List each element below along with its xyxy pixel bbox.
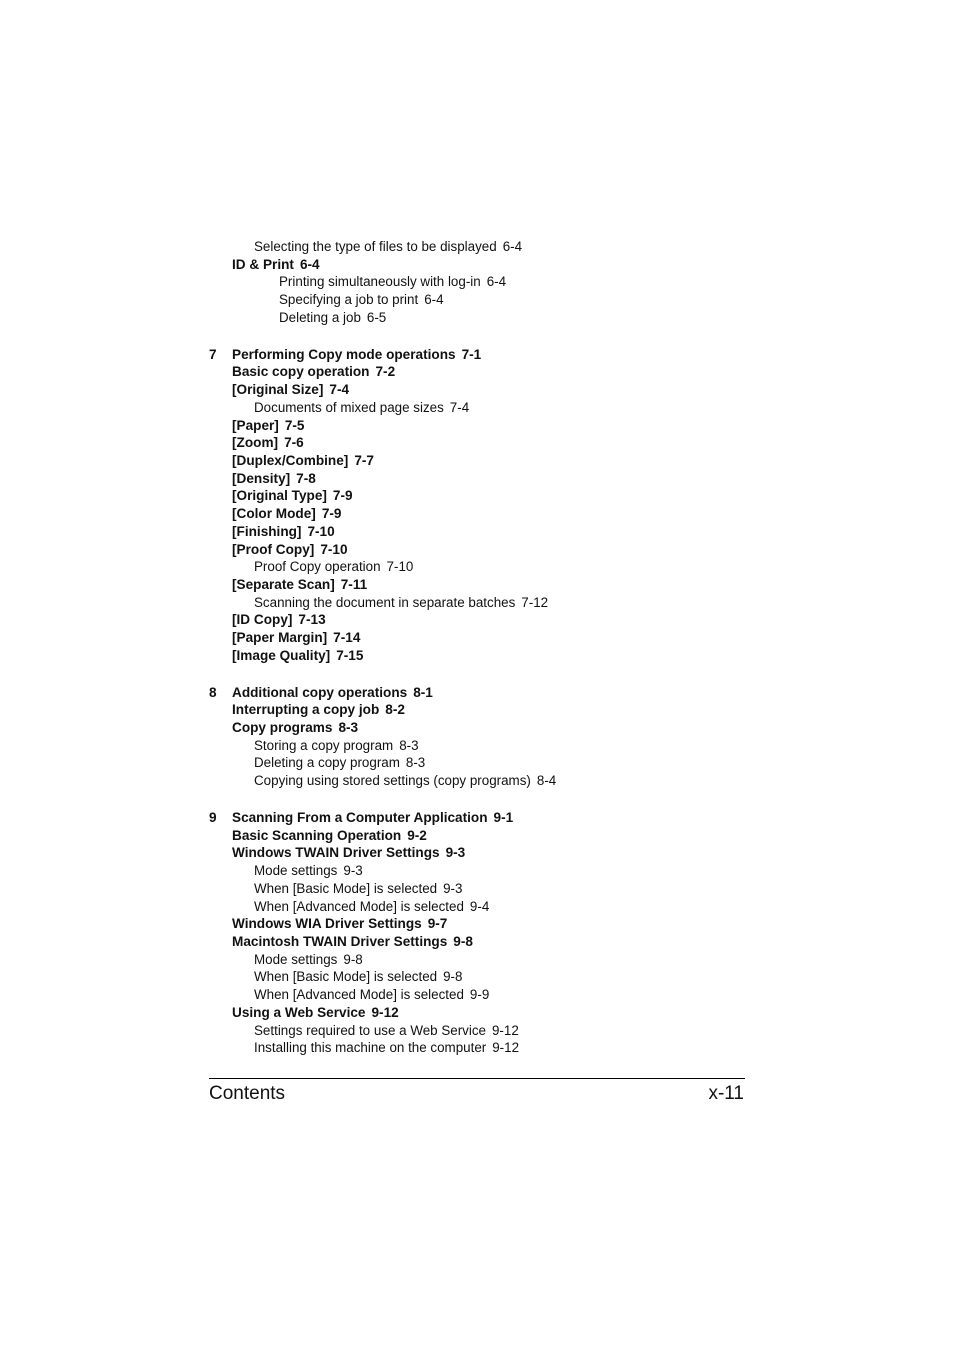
toc-entry-label: Mode settings	[254, 863, 338, 878]
toc-entry-label: Scanning From a Computer Application	[232, 809, 488, 825]
toc-page-number: 6-5	[366, 309, 387, 325]
toc-page-number: 8-1	[413, 684, 433, 700]
toc-page-number: 6-4	[424, 292, 444, 308]
toc-page-number: 6-4	[299, 256, 320, 272]
toc-entry-label: [Color Mode]	[232, 506, 316, 522]
toc-entry-label: When [Basic Mode] is selected	[254, 969, 438, 985]
toc-page-number: 9-8	[453, 933, 473, 949]
toc-page-number: 9-8	[343, 951, 363, 967]
toc-entry-label: Documents of mixed page sizes	[254, 399, 444, 415]
toc-page-number: 7-10	[307, 523, 335, 539]
toc-entry-label: Deleting a copy program	[254, 755, 400, 771]
toc-entry-label: [ID Copy]	[232, 612, 293, 628]
toc-page-number: 6-4	[502, 239, 523, 254]
toc-entry-label: [Paper Margin]	[232, 630, 328, 646]
toc-entry-label: Storing a copy program	[254, 737, 394, 753]
toc-entry-label: [Paper]	[232, 417, 279, 433]
toc-page-number: 9-9	[469, 987, 490, 1003]
toc-page-number: 7-7	[354, 452, 374, 468]
toc-page-number: 9-3	[343, 863, 363, 878]
toc-entry-label: [Original Size]	[232, 382, 324, 397]
toc-entry-label: When [Advanced Mode] is selected	[254, 898, 464, 914]
toc-entry-label: [Proof Copy]	[232, 541, 315, 557]
toc-entry-label: Performing Copy mode operations	[232, 346, 456, 362]
toc-entry-label: Macintosh TWAIN Driver Settings	[232, 933, 448, 949]
toc-entry-label: Additional copy operations	[232, 684, 408, 700]
toc-page-number: 7-6	[284, 435, 304, 451]
toc-entry-label: Basic copy operation	[232, 364, 370, 380]
toc-page-number: 7-13	[298, 612, 326, 628]
toc-page-number: 9-4	[469, 898, 490, 914]
toc-entry-label: [Duplex/Combine]	[232, 452, 349, 468]
toc-entry-label: [Zoom]	[232, 435, 279, 451]
toc-page-number: 7-10	[320, 541, 348, 557]
toc-page-number: 7-11	[340, 577, 368, 592]
toc-entry-label: Copy programs	[232, 720, 333, 735]
toc-page-number: 8-3	[338, 720, 359, 735]
toc-page-number: 8-3	[399, 737, 419, 753]
toc-entry-label: When [Advanced Mode] is selected	[254, 987, 464, 1003]
toc-entry-label: Settings required to use a Web Service	[254, 1022, 486, 1038]
toc-entry-label: [Image Quality]	[232, 647, 331, 663]
toc-page-number: 8-4	[536, 773, 557, 789]
toc-entry-label: [Original Type]	[232, 488, 327, 504]
toc-entry-label: Basic Scanning Operation	[232, 827, 402, 843]
toc-entry-label: Mode settings	[254, 951, 338, 967]
toc-page-number: 7-5	[284, 417, 305, 433]
footer-section-title: Contents	[209, 1083, 286, 1104]
toc-entry-label: Windows WIA Driver Settings	[232, 916, 422, 932]
toc-page-number: 9-7	[427, 916, 448, 932]
toc-page-number: 7-9	[321, 506, 342, 522]
toc-entry-label: Using a Web Service	[232, 1004, 366, 1020]
toc-page-number: 7-9	[332, 488, 353, 504]
toc-chapter-number: 7	[209, 346, 217, 362]
toc-page-number: 7-15	[336, 647, 364, 663]
toc-entry-label: Installing this machine on the computer	[254, 1040, 487, 1056]
toc-page-number: 9-12	[492, 1040, 520, 1056]
toc-entry-label: Selecting the type of files to be displayed	[254, 239, 497, 254]
footer-divider	[209, 1078, 745, 1079]
toc-entry-label: Scanning the document in separate batches	[254, 594, 516, 610]
toc-entry-label: ID & Print	[232, 256, 294, 272]
toc-entry-label: Copying using stored settings (copy programs)	[254, 773, 531, 789]
toc-page-number: 9-3	[445, 845, 466, 861]
toc-entry-label: Printing simultaneously with log-in	[279, 274, 481, 290]
toc-entry-label: Windows TWAIN Driver Settings	[232, 845, 440, 861]
toc-page-number: 9-12	[491, 1022, 519, 1038]
toc-page-number: 8-3	[405, 755, 426, 771]
toc-page-number: 7-2	[375, 364, 396, 380]
toc-page-number: 7-1	[461, 346, 482, 362]
toc-page-number: 9-1	[493, 809, 514, 825]
toc-entry-label: Proof Copy operation	[254, 559, 381, 575]
toc-page-number: 7-4	[329, 382, 350, 397]
toc-page-number: 7-8	[296, 470, 316, 486]
toc-page-number: 9-2	[407, 827, 427, 843]
toc-entry-label: [Density]	[232, 470, 291, 486]
toc-entry-label: When [Basic Mode] is selected	[254, 880, 438, 896]
toc-page-number: 9-3	[443, 880, 463, 896]
toc-entry-label: Specifying a job to print	[279, 292, 419, 308]
toc-entry-label: [Finishing]	[232, 523, 302, 539]
toc-page-number: 7-14	[333, 630, 361, 646]
toc-page-number: 7-4	[449, 399, 470, 415]
toc-entry-label: [Separate Scan]	[232, 577, 335, 592]
toc-page-number: 7-10	[386, 559, 414, 575]
toc-entry-label: Deleting a job	[279, 309, 361, 325]
toc-chapter-number: 8	[209, 684, 217, 700]
toc-page-number: 6-4	[486, 274, 507, 290]
toc-chapter-number: 9	[209, 809, 217, 825]
toc-page-number: 7-12	[521, 594, 549, 610]
toc-page-number: 8-2	[385, 702, 405, 718]
toc-entry-label: Interrupting a copy job	[232, 702, 380, 718]
toc-page-number: 9-8	[443, 969, 463, 985]
footer-page-number: x-11	[708, 1083, 744, 1104]
toc-page-number: 9-12	[371, 1004, 399, 1020]
